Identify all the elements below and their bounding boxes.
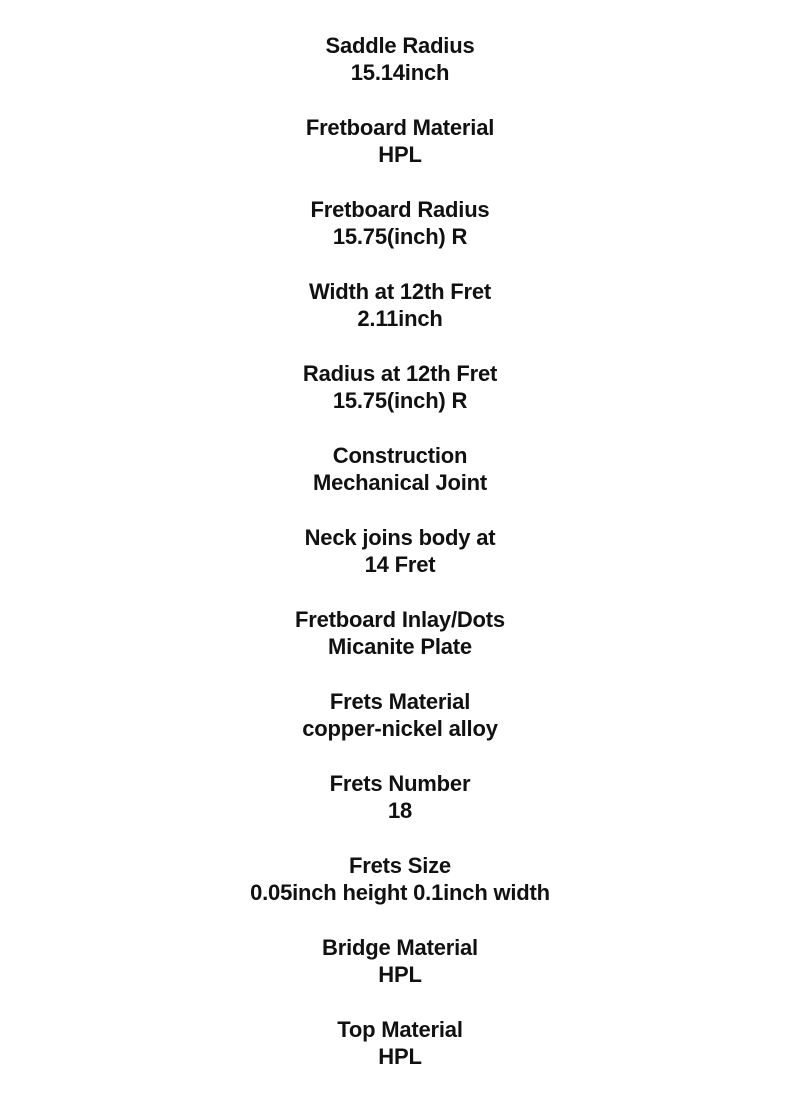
spec-value: 0.05inch height 0.1inch width xyxy=(250,880,550,905)
spec-value: 2.11inch xyxy=(357,306,443,331)
spec-label: Frets Number xyxy=(329,771,471,796)
spec-label: Fretboard Inlay/Dots xyxy=(295,607,505,632)
spec-label: Width at 12th Fret xyxy=(309,279,491,304)
spec-radius-12th-fret xyxy=(0,360,800,442)
spec-label: Frets Size xyxy=(349,853,451,878)
spec-value: 18 xyxy=(387,798,413,823)
spec-neck-join xyxy=(0,524,800,606)
spec-top-material xyxy=(0,1016,800,1098)
spec-value: Micanite Plate xyxy=(328,634,472,659)
spec-label: Construction xyxy=(332,443,468,468)
spec-value: 14 Fret xyxy=(364,552,436,577)
spec-label: Fretboard Material xyxy=(305,115,495,140)
spec-bridge-material xyxy=(0,934,800,1016)
spec-value: HPL xyxy=(378,962,422,987)
spec-value: 15.75(inch) R xyxy=(332,224,468,249)
spec-label: Bridge Material xyxy=(322,935,478,960)
spec-width-12th-fret xyxy=(0,278,800,360)
spec-fretboard-inlay xyxy=(0,606,800,688)
spec-list xyxy=(0,32,800,1098)
spec-value: 15.75(inch) R xyxy=(332,388,468,413)
spec-fretboard-material xyxy=(0,114,800,196)
spec-label: Radius at 12th Fret xyxy=(302,361,498,386)
spec-label: Saddle Radius xyxy=(325,33,475,58)
spec-label: Frets Material xyxy=(329,689,471,714)
spec-frets-material xyxy=(0,688,800,770)
spec-construction xyxy=(0,442,800,524)
spec-frets-number xyxy=(0,770,800,852)
spec-value: Mechanical Joint xyxy=(312,470,488,495)
spec-label: Fretboard Radius xyxy=(310,197,490,222)
spec-value: HPL xyxy=(378,142,422,167)
spec-label: Neck joins body at xyxy=(304,525,496,550)
spec-saddle-radius xyxy=(0,32,800,114)
spec-label: Top Material xyxy=(337,1017,463,1042)
spec-value: 15.14inch xyxy=(350,60,450,85)
spec-value: HPL xyxy=(378,1044,422,1069)
spec-fretboard-radius xyxy=(0,196,800,278)
spec-frets-size xyxy=(0,852,800,934)
spec-value: copper-nickel alloy xyxy=(302,716,498,741)
